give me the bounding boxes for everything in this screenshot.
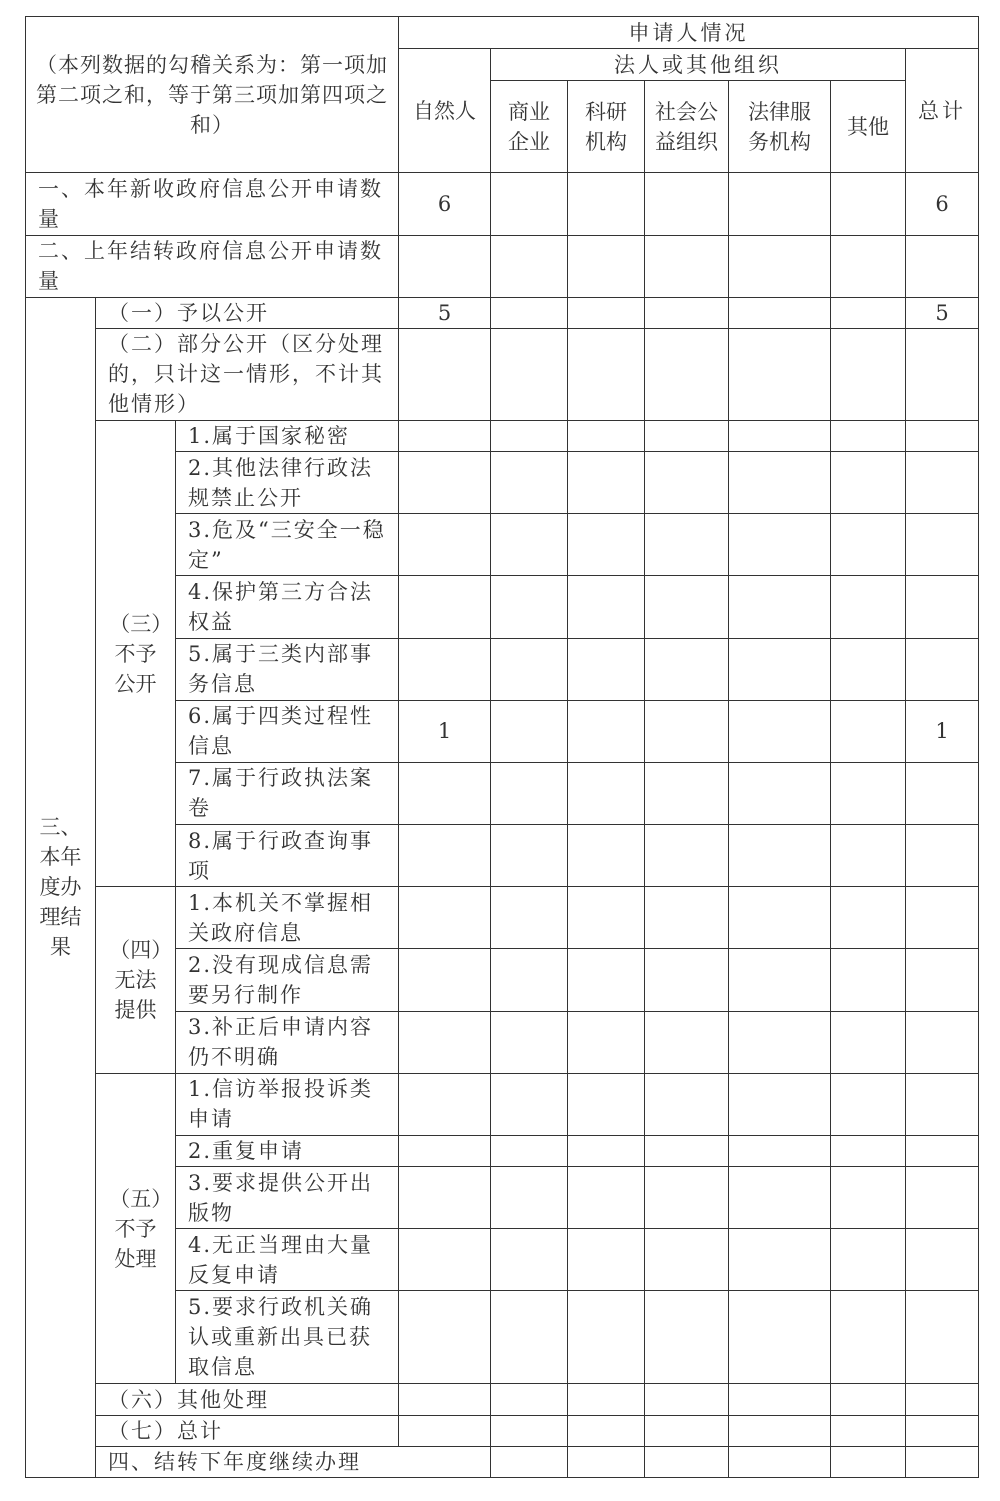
header-legal-person-group: 法人或其他组织	[491, 49, 906, 81]
table-row	[26, 887, 979, 949]
header-col-legal-service: 法律服务机构	[729, 81, 831, 173]
cell-total	[906, 452, 979, 514]
info-disclosure-table	[25, 16, 979, 1478]
cell-natural: 1	[399, 700, 491, 762]
table-row	[26, 235, 979, 297]
cell-total	[906, 638, 979, 700]
cell-total: 6	[906, 173, 979, 235]
header-col-research: 科研机构	[568, 81, 645, 173]
group5-label: （五）不予处理	[96, 1073, 176, 1384]
row-label: 2.其他法律行政法规禁止公开	[176, 452, 399, 514]
table-row	[26, 1446, 979, 1477]
header-applicant-status: 申请人情况	[399, 17, 979, 49]
cell-total	[906, 825, 979, 887]
table-row	[26, 1384, 979, 1415]
header-col-other: 其他	[831, 81, 906, 173]
cell-natural: 5	[399, 297, 491, 328]
row-label: （一）予以公开	[96, 297, 399, 328]
table-row	[26, 421, 979, 452]
row-label: 3.要求提供公开出版物	[176, 1166, 399, 1228]
row-label: 3.危及“三安全一稳定”	[176, 514, 399, 576]
row-label: 1.属于国家秘密	[176, 421, 399, 452]
header-natural-person: 自然人	[399, 49, 491, 173]
cell-natural	[399, 638, 491, 700]
cell-total	[906, 762, 979, 824]
row-label: 7.属于行政执法案卷	[176, 762, 399, 824]
row-label: 3.补正后申请内容仍不明确	[176, 1011, 399, 1073]
cell-natural	[399, 576, 491, 638]
section3-label: 三、本年度办理结果	[26, 297, 96, 1477]
table-row	[26, 297, 979, 328]
row-label: （二）部分公开（区分处理的，只计这一情形，不计其他情形）	[96, 328, 399, 420]
cell-natural	[399, 421, 491, 452]
row-label: 5.属于三类内部事务信息	[176, 638, 399, 700]
row-label: 二、上年结转政府信息公开申请数量	[26, 235, 399, 297]
table-row	[26, 1415, 979, 1446]
row-label: 1.本机关不掌握相关政府信息	[176, 887, 399, 949]
row-label: 2.重复申请	[176, 1135, 399, 1166]
cell-natural	[399, 514, 491, 576]
table-row	[26, 173, 979, 235]
row-label: 5.要求行政机关确认或重新出具已获取信息	[176, 1291, 399, 1384]
row-label: 四、结转下年度继续办理	[96, 1446, 491, 1477]
cell-natural	[399, 235, 491, 297]
row-label: （六）其他处理	[96, 1384, 399, 1415]
row-label: 2.没有现成信息需要另行制作	[176, 949, 399, 1011]
row-label: 8.属于行政查询事项	[176, 825, 399, 887]
cell-natural	[399, 762, 491, 824]
cell-total: 1	[906, 700, 979, 762]
row-label: 一、本年新收政府信息公开申请数量	[26, 173, 399, 235]
header-total: 总计	[906, 49, 979, 173]
row-label: 4.无正当理由大量反复申请	[176, 1229, 399, 1291]
header-note: （本列数据的勾稽关系为：第一项加第二项之和，等于第三项加第四项之和）	[26, 17, 399, 173]
row-label: （七）总计	[96, 1415, 399, 1446]
cell-natural	[399, 452, 491, 514]
cell-total	[906, 421, 979, 452]
cell-total	[906, 514, 979, 576]
row-label: 4.保护第三方合法权益	[176, 576, 399, 638]
table-row	[26, 1073, 979, 1135]
cell-total	[906, 576, 979, 638]
header-col-commercial: 商业企业	[491, 81, 568, 173]
cell-total	[906, 235, 979, 297]
group4-label: （四）无法提供	[96, 887, 176, 1073]
table-row	[26, 328, 979, 420]
group3-label: （三）不予公开	[96, 421, 176, 887]
cell-total: 5	[906, 297, 979, 328]
cell-natural: 6	[399, 173, 491, 235]
row-label: 1.信访举报投诉类申请	[176, 1073, 399, 1135]
header-col-public-welfare: 社会公益组织	[645, 81, 729, 173]
row-label: 6.属于四类过程性信息	[176, 700, 399, 762]
cell-natural	[399, 825, 491, 887]
